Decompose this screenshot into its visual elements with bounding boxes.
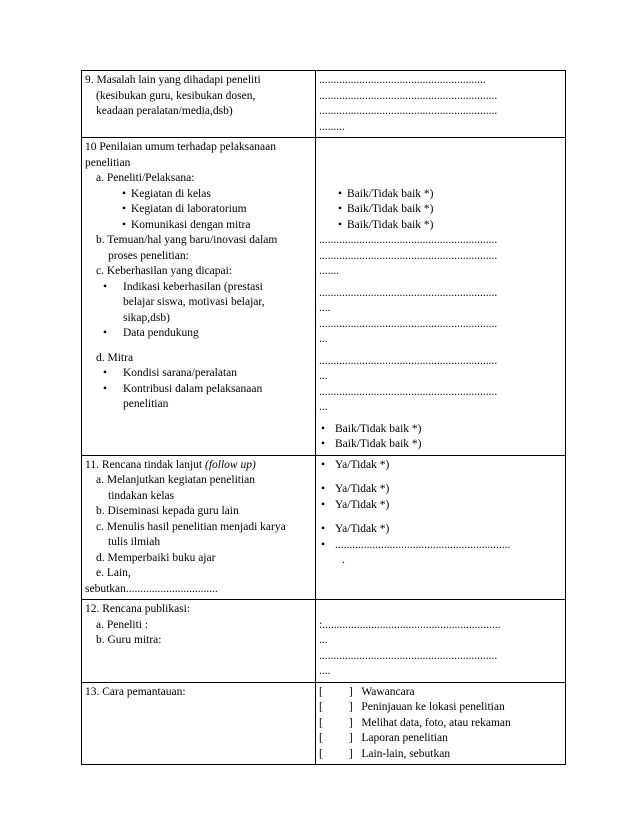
row-13-option-3: [ ] Melihat data, foto, atau rekaman	[319, 716, 511, 729]
row-12-dots-3: ..............................................................	[319, 649, 498, 662]
row-10-c-label: c. Keberhasilan yang dicapai:	[96, 265, 233, 277]
row-12-label-cell	[82, 600, 316, 683]
row-10-b-dots-3: .......	[319, 265, 340, 277]
row-10-d-dots-4: ...	[319, 401, 328, 413]
row-10-c-dots-2: ....	[319, 302, 331, 314]
row-13-option-4: [ ] Laporan penelitian	[319, 732, 448, 744]
row-12-dots-1: :..............................................................	[319, 618, 501, 631]
row-10-d-label: d. Mitra	[96, 351, 134, 364]
row-10-c-item-1-line-3: sikap,dsb)	[123, 311, 170, 324]
row-10-c-dots-4: ...	[319, 333, 328, 345]
checkbox-bracket-left: [	[319, 732, 323, 744]
checkbox-bracket-right: ]	[348, 685, 353, 698]
bullet-icon: •	[321, 438, 326, 450]
row-11-title: 11. Rencana tindak lanjut (follow up)	[85, 458, 256, 471]
row-12-a: a. Peneliti :	[96, 618, 149, 631]
row-10-d-item-1: • Kondisi sarana/peralatan	[85, 366, 311, 382]
row-11-answer-a: • Ya/Tidak *)	[319, 458, 561, 474]
row-12-b: b. Guru mitra:	[96, 634, 162, 646]
bullet-icon: •	[321, 422, 326, 435]
row-10-answer-cell	[316, 138, 566, 456]
row-11-b: b. Diseminasi kepada guru lain	[96, 505, 239, 517]
row-11-answer-e: • .............................................................	[319, 538, 561, 554]
bullet-icon: •	[103, 382, 108, 395]
row-10-c-item-1: • Indikasi keberhasilan (prestasi	[85, 280, 311, 296]
row-13-answer-cell	[316, 682, 566, 765]
row-11-c-line-2: tulis ilmiah	[108, 536, 161, 548]
row-10-a-answer-1: • Baik/Tidak baik *)	[319, 187, 561, 203]
row-9-detail-2: keadaan peralatan/media,dsb)	[96, 105, 233, 117]
row-9-label-cell	[82, 71, 316, 138]
row-13-option-1: [ ] Wawancara	[319, 685, 415, 698]
row-9-answer-cell	[316, 71, 566, 138]
row-11	[82, 455, 566, 600]
row-10-b-label-2: proses penelitian:	[108, 249, 189, 262]
checkbox-bracket-left: [	[319, 685, 323, 698]
bullet-icon: •	[321, 458, 326, 471]
row-9-dots-3: ..............................................................	[319, 105, 498, 117]
row-10-d-answer-2: • Baik/Tidak baik *)	[319, 437, 561, 453]
bullet-icon: •	[337, 187, 343, 200]
row-11-sebutkan: sebutkan................................	[85, 582, 218, 595]
row-13	[82, 682, 566, 765]
row-10-b-dots-2: ..............................................................	[319, 249, 498, 262]
row-10-a-item-1: • Kegiatan di kelas	[85, 187, 311, 203]
row-12	[82, 600, 566, 683]
row-12-dots-2: ...	[319, 634, 328, 646]
row-10-d-item-2-line-2: penelitian	[123, 398, 169, 410]
checkbox-bracket-right: ]	[348, 732, 353, 744]
bullet-icon: •	[321, 498, 326, 511]
bullet-icon: •	[121, 218, 127, 231]
bullet-icon: •	[121, 203, 127, 215]
row-9	[82, 71, 566, 138]
row-10-b-label-1: b. Temuan/hal yang baru/inovasi dalam	[96, 234, 278, 246]
row-10-b-dots-1: ..............................................................	[319, 234, 498, 246]
bullet-icon: •	[321, 538, 326, 551]
row-10-a-answer-2: • Baik/Tidak baik *)	[319, 202, 561, 218]
checkbox-bracket-left: [	[319, 701, 323, 713]
row-12-title: 12. Rencana publikasi:	[85, 603, 191, 615]
row-11-a-line-2: tindakan kelas	[108, 489, 175, 502]
row-13-label-cell	[82, 682, 316, 765]
row-11-answer-e-end: .	[342, 554, 345, 566]
bullet-icon: •	[121, 187, 127, 200]
row-11-label-cell	[82, 455, 316, 600]
row-10-c-dots-1: ..............................................................	[319, 286, 498, 299]
checkbox-bracket-right: ]	[348, 747, 353, 760]
row-11-answer-b: • Ya/Tidak *)	[319, 482, 561, 498]
bullet-icon: •	[103, 327, 108, 339]
row-12-dots-4: ....	[319, 665, 331, 677]
row-11-answer-c: • Ya/Tidak *)	[319, 498, 561, 514]
checkbox-bracket-right: ]	[348, 716, 353, 729]
row-9-dots-1: ..........................................................	[319, 74, 486, 86]
row-9-detail-1: (kesibukan guru, kesibukan dosen,	[96, 89, 256, 102]
row-10-d-item-2: • Kontribusi dalam pelaksanaan	[85, 382, 311, 398]
row-10-a-item-2: • Kegiatan di laboratorium	[85, 202, 311, 218]
row-12-answer-cell	[316, 600, 566, 683]
row-9-dots-4: .........	[319, 120, 345, 133]
checkbox-bracket-left: [	[319, 747, 323, 760]
row-10-title-2: penelitian	[85, 156, 131, 169]
row-10	[82, 138, 566, 456]
row-11-a-line-1: a. Melanjutkan kegiatan penelitian	[96, 474, 256, 486]
row-10-c-item-1-line-2: belajar siswa, motivasi belajar,	[123, 296, 265, 308]
row-10-label-cell	[82, 138, 316, 456]
row-11-answer-cell	[316, 455, 566, 600]
row-11-e: e. Lain,	[96, 567, 131, 579]
checkbox-bracket-right: ]	[348, 701, 353, 713]
row-10-a-label: a. Peneliti/Pelaksana:	[96, 172, 195, 184]
row-10-a-answer-3: • Baik/Tidak baik *)	[319, 218, 561, 234]
row-11-c-line-1: c. Menulis hasil penelitian menjadi karya	[96, 520, 286, 533]
row-13-option-2: [ ] Peninjauan ke lokasi penelitian	[319, 701, 505, 713]
row-11-answer-d: • Ya/Tidak *)	[319, 522, 561, 538]
checkbox-bracket-left: [	[319, 716, 323, 729]
row-9-title: 9. Masalah lain yang dihadapi peneliti	[85, 74, 261, 86]
bullet-icon: •	[103, 280, 108, 293]
row-9-dots-2: ..............................................................	[319, 89, 498, 102]
bullet-icon: •	[337, 218, 343, 231]
row-10-c-item-2: • Data pendukung	[85, 326, 311, 342]
row-10-d-dots-3: ..............................................................	[319, 385, 498, 398]
row-10-c-dots-3: ..............................................................	[319, 317, 498, 330]
row-10-a-item-3: • Komunikasi dengan mitra	[85, 218, 311, 234]
evaluation-form-table	[81, 70, 566, 765]
row-11-d: d. Memperbaiki buku ajar	[96, 551, 216, 564]
bullet-icon: •	[103, 367, 108, 379]
row-13-option-5: [ ] Lain-lain, sebutkan	[319, 747, 451, 760]
bullet-icon: •	[337, 203, 343, 215]
bullet-icon: •	[321, 523, 326, 535]
bullet-icon: •	[321, 483, 326, 495]
row-10-d-answer-1: • Baik/Tidak baik *)	[319, 422, 561, 438]
row-10-title-1: 10 Penilaian umum terhadap pelaksanaan	[85, 141, 276, 153]
row-10-d-dots-2: ...	[319, 370, 328, 382]
row-10-d-dots-1: ..............................................................	[319, 354, 498, 367]
row-13-title: 13. Cara pemantauan:	[85, 685, 186, 698]
